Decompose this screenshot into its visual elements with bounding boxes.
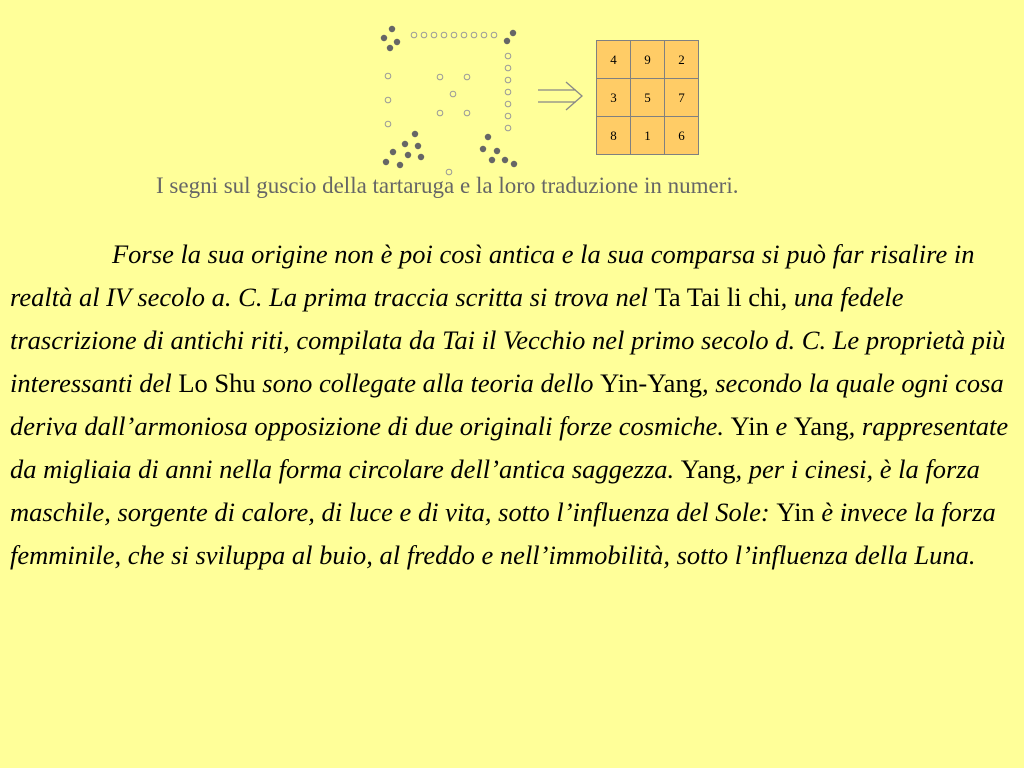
term-lo-shu: Lo Shu <box>178 368 256 398</box>
term-yang: Yang <box>793 411 849 441</box>
square-cell: 9 <box>631 41 665 79</box>
body-paragraph <box>10 233 1020 577</box>
filled-dot <box>480 146 486 152</box>
hollow-dot <box>464 110 470 116</box>
hollow-dot <box>385 73 391 79</box>
hollow-dot <box>464 74 470 80</box>
filled-dot <box>418 154 424 160</box>
text-segment: Forse la sua origine non è poi così antica e la sua comparsa si può far risalire in realtà al IV secolo a. C. La prima traccia scritta si trova nel <box>10 239 975 312</box>
text-segment: sono collegate alla teoria dello <box>255 368 601 398</box>
square-cell: 7 <box>665 79 699 117</box>
double-arrow-right-icon <box>536 80 586 112</box>
term-yin-yang: Yin-Yang <box>600 368 702 398</box>
text-segment: , per i cinesi, è la forza maschile, sorgente di calore, di luce e di vita, sotto l’influenza del Sole: <box>10 454 980 527</box>
term-yin: Yin <box>776 497 815 527</box>
filled-dot <box>510 30 516 36</box>
filled-dot <box>387 45 393 51</box>
square-cell: 1 <box>631 117 665 155</box>
text-segment: e <box>768 411 794 441</box>
term-yang: Yang <box>680 454 736 484</box>
filled-dot <box>394 39 400 45</box>
hollow-dot <box>421 32 427 38</box>
filled-dot <box>397 162 403 168</box>
hollow-dot <box>491 32 497 38</box>
filled-dot <box>502 157 508 163</box>
turtle-shell-dot-diagram <box>0 0 530 180</box>
square-cell: 3 <box>597 79 631 117</box>
hollow-dot <box>505 77 511 83</box>
filled-dot <box>494 148 500 154</box>
hollow-dot <box>451 32 457 38</box>
hollow-dot <box>411 32 417 38</box>
text-segment: , rappresentate da migliaia di anni nella forma circolare dell’antica saggezza. <box>10 411 1009 484</box>
filled-dot <box>389 26 395 32</box>
term-yin: Yin <box>730 411 769 441</box>
filled-dot <box>485 134 491 140</box>
hollow-dot <box>431 32 437 38</box>
filled-dot <box>489 157 495 163</box>
square-row <box>597 117 699 155</box>
filled-dot <box>412 131 418 137</box>
filled-dot <box>381 35 387 41</box>
hollow-dot <box>441 32 447 38</box>
hollow-dot <box>385 97 391 103</box>
square-cell: 5 <box>631 79 665 117</box>
square-cell: 6 <box>665 117 699 155</box>
filled-dot <box>504 38 510 44</box>
hollow-dot <box>461 32 467 38</box>
square-cell: 8 <box>597 117 631 155</box>
lo-shu-magic-square <box>596 40 699 155</box>
text-segment: , secondo la quale ogni cosa deriva dall’armoniosa opposizione di due originali forze cosmiche. <box>10 368 1004 441</box>
filled-dot <box>405 152 411 158</box>
hollow-dot <box>505 125 511 131</box>
hollow-dot <box>505 53 511 59</box>
filled-dot <box>390 149 396 155</box>
square-cell: 4 <box>597 41 631 79</box>
hollow-dot <box>437 110 443 116</box>
hollow-dot <box>471 32 477 38</box>
hollow-dot <box>437 74 443 80</box>
square-row <box>597 41 699 79</box>
filled-dot <box>402 141 408 147</box>
filled-dot <box>415 143 421 149</box>
hollow-dot <box>505 101 511 107</box>
square-row <box>597 79 699 117</box>
filled-dot <box>511 161 517 167</box>
text-segment: , una fedele trascrizione di antichi riti, compilata da Tai il Vecchio nel primo secolo d. C. Le proprietà più interessanti del <box>10 282 1006 398</box>
figure-caption: I segni sul guscio della tartaruga e la loro traduzione in numeri. <box>156 173 739 198</box>
text-segment: è invece la forza femminile, che si sviluppa al buio, al freddo e nell’immobilità, sotto l’influenza della Luna. <box>10 497 996 570</box>
square-cell: 2 <box>665 41 699 79</box>
hollow-dot <box>505 65 511 71</box>
hollow-dot <box>450 91 456 97</box>
hollow-dot <box>505 113 511 119</box>
hollow-dot <box>505 89 511 95</box>
hollow-dot <box>385 121 391 127</box>
filled-dot <box>383 159 389 165</box>
hollow-dot <box>481 32 487 38</box>
book-title-ta-tai-li-chi: Ta Tai li chi <box>654 282 781 312</box>
